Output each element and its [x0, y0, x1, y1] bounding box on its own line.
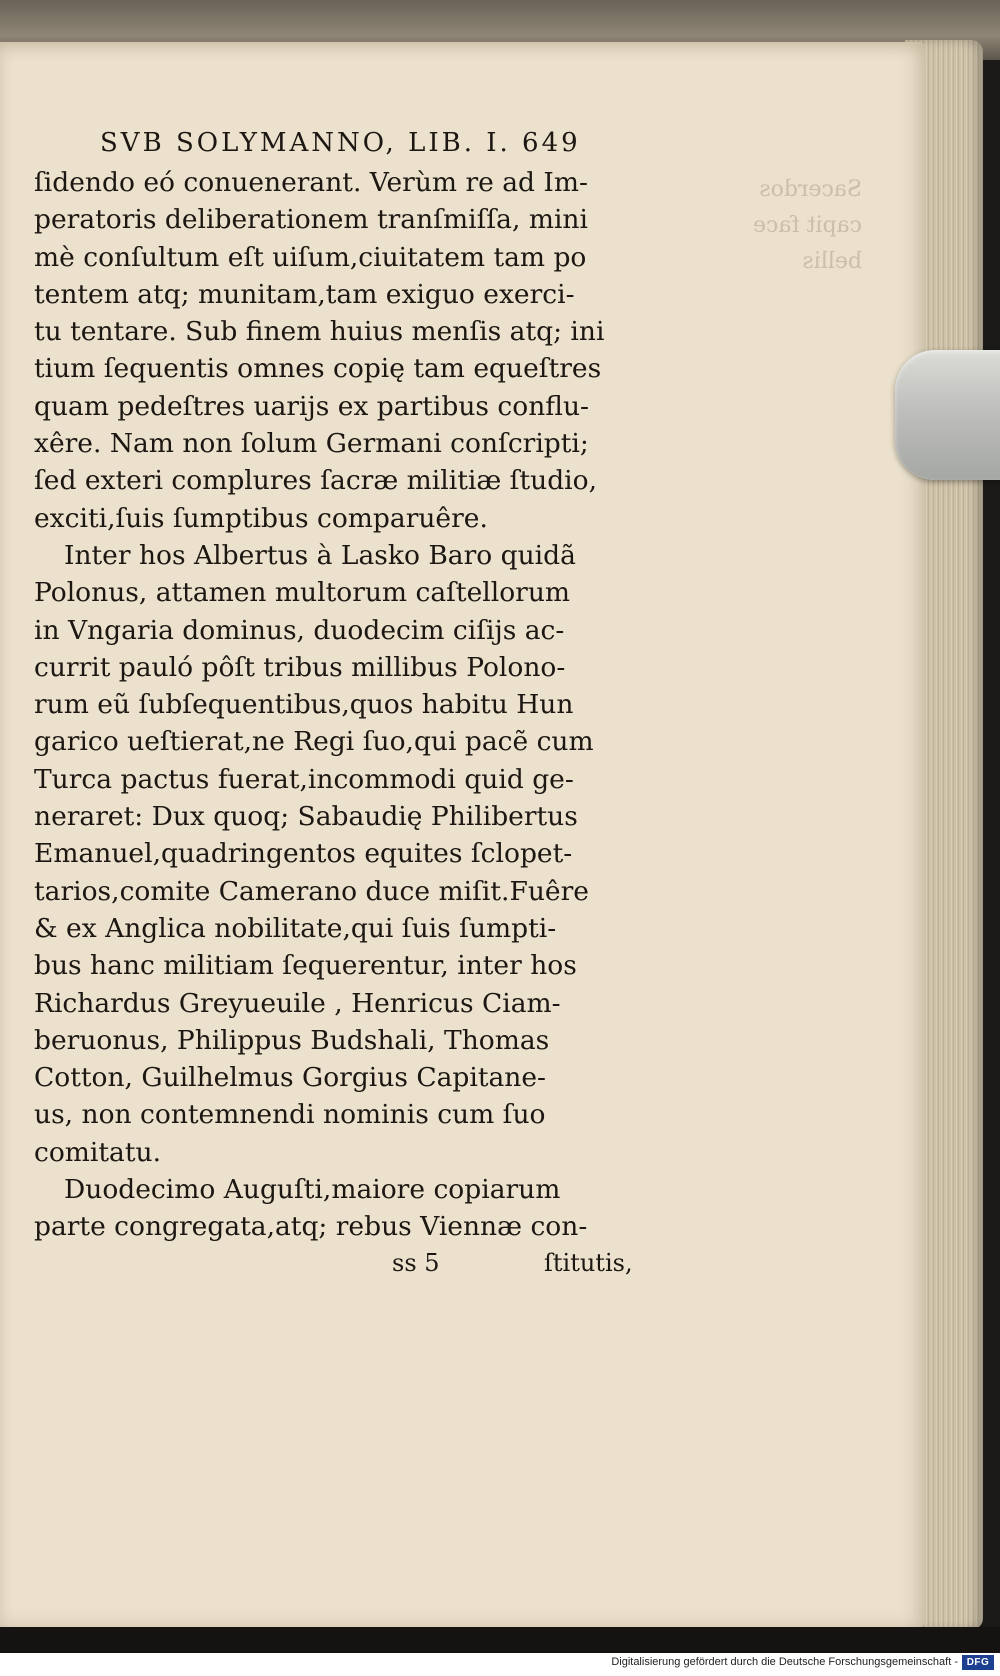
book-clasp [895, 350, 1000, 480]
text-line: us, non contemnendi nominis cum ſuo [34, 1099, 546, 1131]
text-line: tu tentare. Sub finem huius menſis atq; ini [34, 316, 605, 348]
page-footer-line [34, 1246, 654, 1280]
running-header: SVB SOLYMANNO, LIB. I. 649 [100, 128, 581, 158]
text-line: Turca pactus fuerat,incommodi quid ge- [34, 763, 574, 795]
text-line: Inter hos Albertus à Lasko Baro quidã [64, 539, 576, 571]
text-line: Richardus Greyueuile , Henricus Ciam- [34, 987, 561, 1019]
text-line: in Vngaria dominus, duodecim ciſijs ac- [34, 614, 565, 646]
dfg-logo: DFG [962, 1655, 994, 1670]
text-line: Polonus, attamen multorum caſtellorum [34, 577, 571, 609]
text-line: bus hanc militiam ſequerentur, inter hos [34, 950, 577, 982]
text-line: mè conſultum eſt uiſum,ciuitatem tam po [34, 241, 587, 273]
text-line: comitatu. [34, 1136, 161, 1168]
text-line: neraret: Dux quoq; Sabaudię Philibertus [34, 801, 578, 833]
text-line: Cotton, Guilhelmus Gorgius Capitane- [34, 1062, 547, 1094]
text-line: currit pauló pôſt tribus millibus Polono- [34, 651, 566, 683]
text-line: ſed exteri complures ſacræ militiæ ſtudio, [34, 465, 598, 497]
catchword: ſtitutis, [544, 1248, 633, 1277]
text-line: tarios,comite Camerano duce miſit.Fuêre [34, 875, 589, 907]
text-line: & ex Anglica nobilitate,qui ſuis ſumpti- [34, 912, 557, 944]
text-line: tium ſequentis omnes copię tam equeſtres [34, 353, 602, 385]
text-line: peratoris deliberationem tranſmiſſa, mini [34, 204, 588, 236]
text-line: ſidendo eó conuenerant. Verùm re ad Im- [34, 167, 588, 198]
text-line: xêre. Nam non ſolum Germani conſcripti; [34, 428, 589, 460]
page-text [34, 128, 654, 1280]
bleed-through-text: Sacerdos capit face bellis [753, 177, 862, 274]
funding-credit: Digitalisierung gefördert durch die Deutsche Forschungsgemeinschaft - [611, 1656, 958, 1668]
text-line: beruonus, Philippus Budshali, Thomas [34, 1024, 550, 1056]
text-line: Emanuel,quadringentos equites ſclopet- [34, 838, 573, 870]
text-line: rum eũ ſubſequentibus,quos habitu Hun [34, 689, 574, 721]
text-line: garico ueſtierat,ne Regi ſuo,qui pacẽ cum [34, 726, 594, 758]
text-line: exciti,ſuis ſumptibus comparuêre. [34, 502, 488, 534]
text-line: Duodecimo Auguſti,maiore copiarum [64, 1174, 561, 1206]
text-line: tentem atq; munitam,tam exiguo exerci- [34, 278, 575, 310]
text-line: parte congregata,atq; rebus Viennæ con- [34, 1211, 588, 1243]
scan-bottom-band [0, 1627, 1000, 1653]
signature-mark: ss 5 [392, 1248, 440, 1277]
text-lines [34, 164, 654, 1246]
text-line: quam pedeſtres uarijs ex partibus conflu- [34, 390, 589, 422]
